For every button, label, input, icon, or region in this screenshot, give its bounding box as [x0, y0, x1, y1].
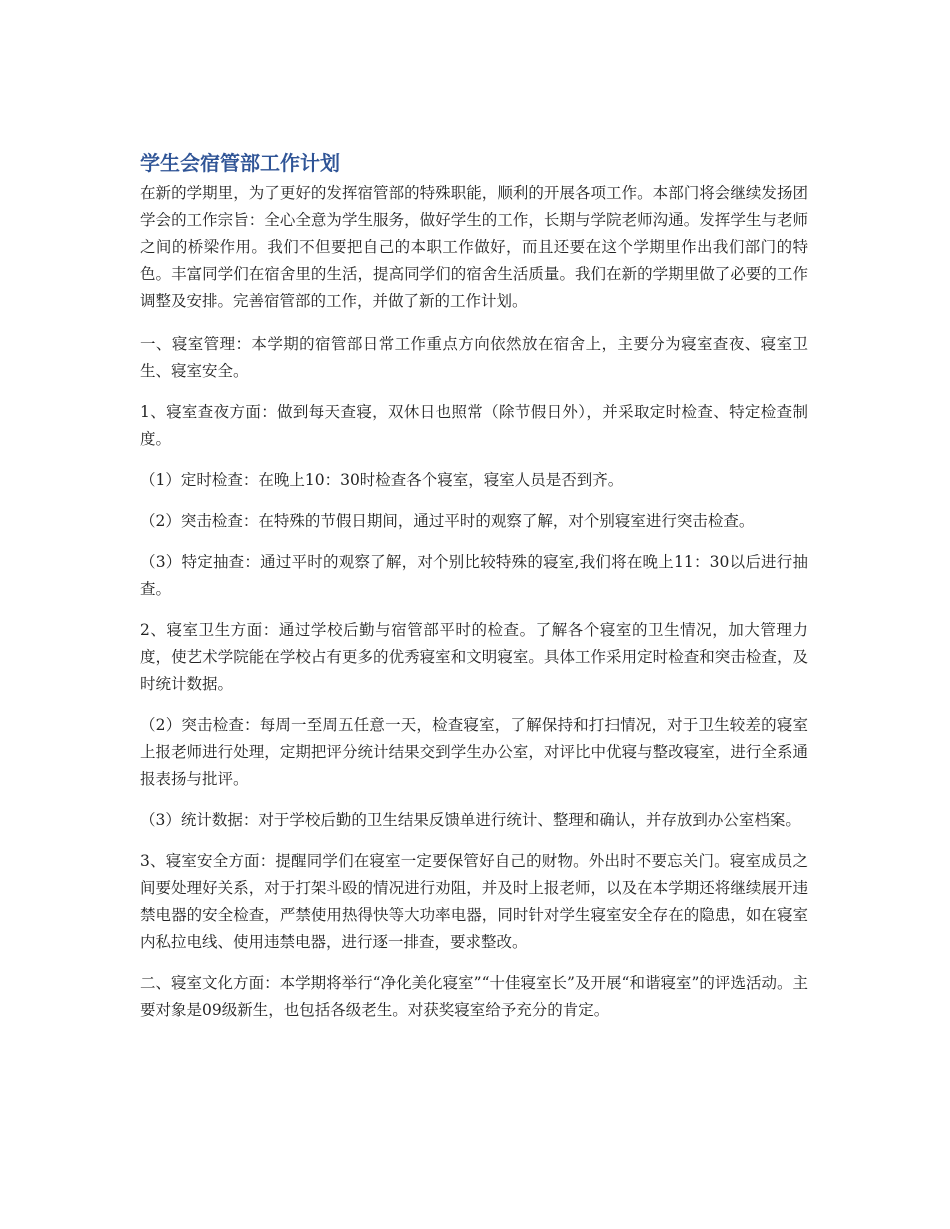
- item-night-check: 1、寝室查夜方面：做到每天查寝，双休日也照常（除节假日外），并采取定时检查、特定检查制度。: [140, 403, 808, 448]
- document-page: [140, 148, 808, 1038]
- item-spot-check: （3）特定抽查：通过平时的观察了解，对个别比较特殊的寝室,我们将在晚上11：30以后进行抽查。: [140, 553, 808, 598]
- document-title: 学生会宿管部工作计划: [140, 151, 340, 175]
- item-safety: 3、寝室安全方面：提醒同学们在寝室一定要保管好自己的财物。外出时不要忘关门。寝室成员之间要处理好关系，对于打架斗殴的情况进行劝阻，并及时上报老师，以及在本学期还将继续展开违禁电器的安全检查，严禁使用热得快等大功率电器，同时针对学生寝室安全存在的隐患，如在寝室内私拉电线、使用违禁电器，进行逐一排查，要求整改。: [140, 852, 808, 951]
- section-dorm-management: 一、寝室管理：本学期的宿管部日常工作重点方向依然放在宿舍上，主要分为寝室查夜、寝室卫生、寝室安全。: [140, 335, 808, 380]
- item-scheduled-check: （1）定时检查：在晚上10：30时检查各个寝室，寝室人员是否到齐。: [140, 471, 624, 489]
- section-dorm-culture: 二、寝室文化方面：本学期将举行“净化美化寝室”“十佳寝室长”及开展“和谐寝室”的评选活动。主要对象是09级新生，也包括各级老生。对获奖寝室给予充分的肯定。: [140, 974, 808, 1019]
- intro-paragraph: 在新的学期里，为了更好的发挥宿管部的特殊职能，顺利的开展各项工作。本部门将会继续发扬团学会的工作宗旨：全心全意为学生服务，做好学生的工作，长期与学院老师沟通。发挥学生与老师之间的桥梁作用。我们不但要把自己的本职工作做好，而且还要在这个学期里作出我们部门的特色。丰富同学们在宿舍里的生活，提高同学们的宿舍生活质量。我们在新的学期里做了必要的工作调整及安排。完善宿管部的工作，并做了新的工作计划。: [140, 184, 808, 310]
- item-hygiene-surprise-check: （2）突击检查：每周一至周五任意一天，检查寝室，了解保持和打扫情况，对于卫生较差的寝室上报老师进行处理，定期把评分统计结果交到学生办公室，对评比中优寝与整改寝室，进行全系通报表扬与批评。: [140, 716, 808, 788]
- item-statistics: （3）统计数据：对于学校后勤的卫生结果反馈单进行统计、整理和确认，并存放到办公室档案。: [140, 811, 801, 829]
- item-surprise-check: （2）突击检查：在特殊的节假日期间，通过平时的观察了解，对个别寝室进行突击检查。: [140, 512, 755, 530]
- item-hygiene: 2、寝室卫生方面：通过学校后勤与宿管部平时的检查。了解各个寝室的卫生情况，加大管理力度，使艺术学院能在学校占有更多的优秀寝室和文明寝室。具体工作采用定时检查和突击检查，及时统计数据。: [140, 621, 808, 693]
